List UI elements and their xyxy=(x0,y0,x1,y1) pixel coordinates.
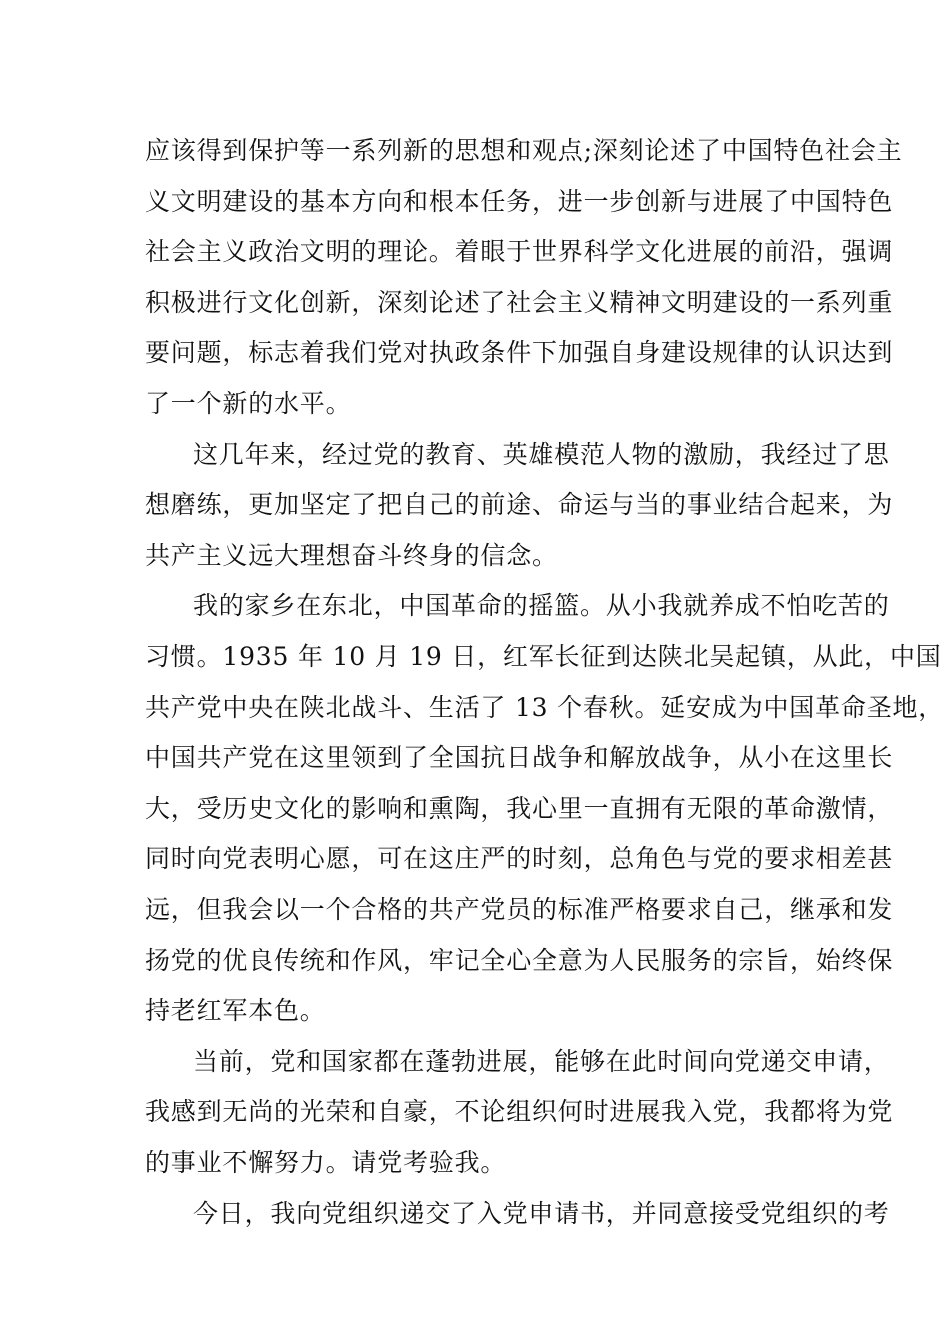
text-line: 共产主义远大理想奋斗终身的信念。 xyxy=(145,541,558,570)
text-line: 持老红军本色。 xyxy=(145,996,326,1025)
text-line: 我的家乡在东北，中国革命的摇篮。从小我就养成不怕吃苦的 xyxy=(193,591,890,620)
text-line: 大，受历史文化的影响和熏陶，我心里一直拥有无限的革命激情， xyxy=(145,794,894,823)
text-line: 社会主义政治文明的理论。着眼于世界科学文化进展的前沿，强调 xyxy=(145,237,894,266)
text-line: 积极进行文化创新，深刻论述了社会主义精神文明建设的一系列重 xyxy=(145,288,894,317)
text-line: 的事业不懈努力。请党考验我。 xyxy=(145,1148,507,1177)
text-line: 习惯。1935 年 10 月 19 日，红军长征到达陕北吴起镇，从此，中国 xyxy=(145,642,942,671)
text-line: 共产党中央在陕北战斗、生活了 13 个春秋。延安成为中国革命圣地， xyxy=(145,693,945,722)
text-line: 要问题，标志着我们党对执政条件下加强自身建设规律的认识达到 xyxy=(145,338,894,367)
text-line: 同时向党表明心愿，可在这庄严的时刻，总角色与党的要求相差甚 xyxy=(145,844,894,873)
text-line: 我感到无尚的光荣和自豪，不论组织何时进展我入党，我都将为党 xyxy=(145,1097,894,1126)
text-line: 远，但我会以一个合格的共产党员的标准严格要求自己，继承和发 xyxy=(145,895,894,924)
text-line: 扬党的优良传统和作风，牢记全心全意为人民服务的宗旨，始终保 xyxy=(145,946,894,975)
text-line: 当前，党和国家都在蓬勃进展，能够在此时间向党递交申请， xyxy=(193,1047,890,1076)
text-line: 今日，我向党组织递交了入党申请书，并同意接受党组织的考 xyxy=(193,1199,890,1228)
text-line: 中国共产党在这里领到了全国抗日战争和解放战争，从小在这里长 xyxy=(145,743,894,772)
text-line: 了一个新的水平。 xyxy=(145,389,352,418)
text-line: 这几年来，经过党的教育、英雄模范人物的激励，我经过了思 xyxy=(193,440,890,469)
text-line: 应该得到保护等一系列新的思想和观点;深刻论述了中国特色社会主 xyxy=(145,136,903,165)
text-line: 义文明建设的基本方向和根本任务，进一步创新与进展了中国特色 xyxy=(145,187,894,216)
text-line: 想磨练，更加坚定了把自己的前途、命运与当的事业结合起来，为 xyxy=(145,490,894,519)
